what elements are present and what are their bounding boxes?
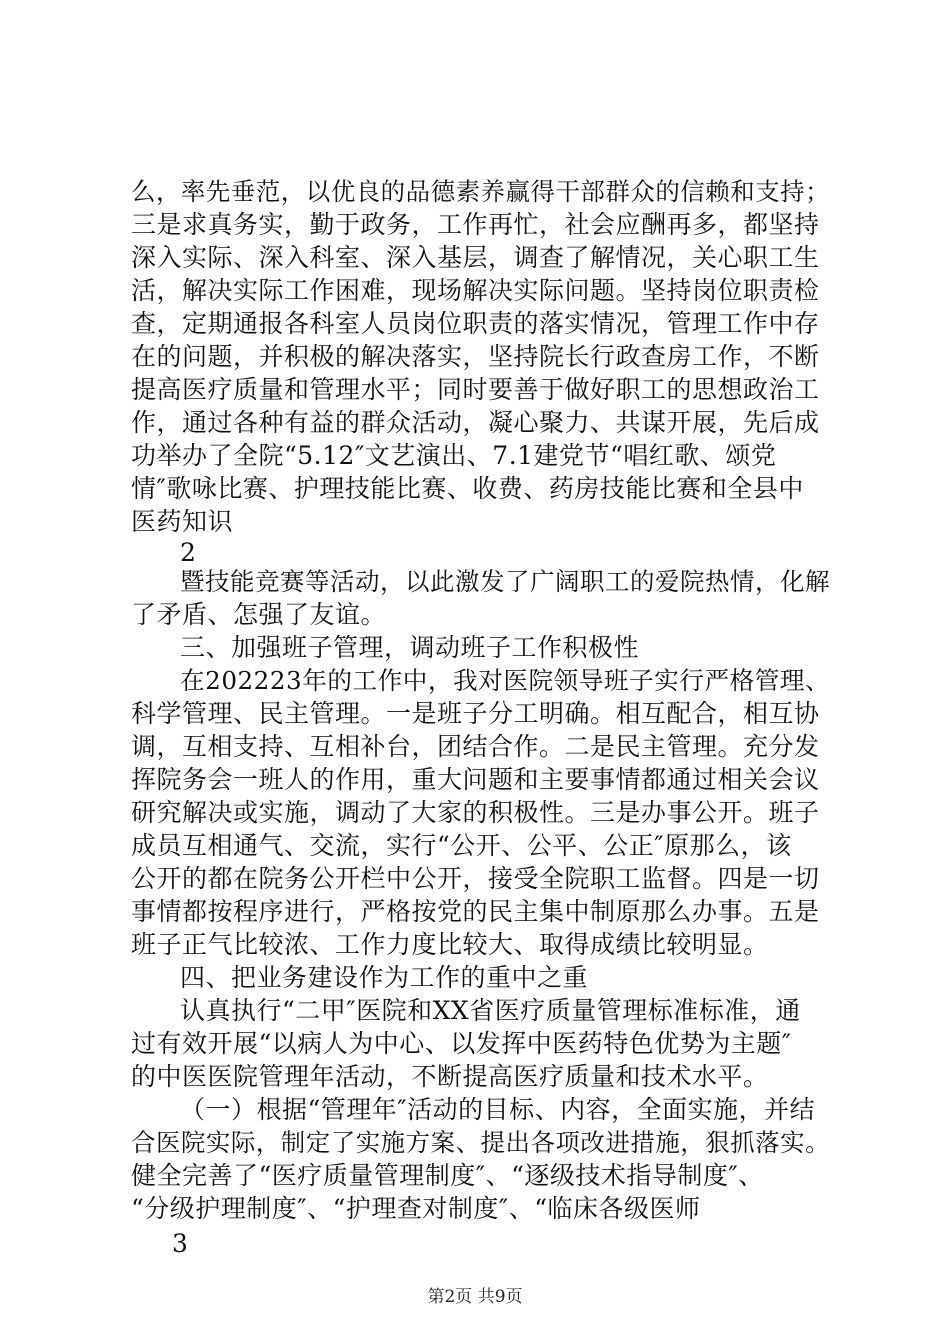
- text-line: 挥院务会一班人的作用，重大问题和主要事情都通过相关会议: [131, 765, 820, 794]
- text-line: 么，率先垂范，以优良的品德素养赢得干部群众的信赖和支持；: [131, 177, 831, 206]
- text-line: 认真执行“二甲″医院和XX省医疗质量管理标准标准，通: [180, 996, 801, 1025]
- text-line: 功举办了全院“5.12″文艺演出、7.1建党节“唱红歌、颂党: [131, 441, 777, 470]
- text-line: 的中医医院管理年活动，不断提高医疗质量和技术水平。: [131, 1062, 769, 1091]
- text-line: 班子正气比较浓、工作力度比较大、取得成绩比较明显。: [131, 930, 769, 959]
- text-line: 在的问题，并积极的解决落实，坚持院长行政查房工作，不断: [131, 342, 820, 371]
- text-line: “分级护理制度″、“护理查对制度″、“临床各级医师: [131, 1194, 701, 1223]
- text-line: 了矛盾、怎强了友谊。: [131, 600, 387, 629]
- inline-page-number: 2: [180, 538, 196, 567]
- text-line: 调，互相支持、互相补台，团结合作。二是民主管理。充分发: [131, 732, 820, 761]
- text-line: 活，解决实际工作困难，现场解决实际问题。坚持岗位职责检: [131, 276, 820, 305]
- text-line: 研究解决或实施，调动了大家的积极性。三是办事公开。班子: [131, 798, 820, 827]
- text-line: 事情都按程序进行，严格按党的民主集中制原那么办事。五是: [131, 897, 820, 926]
- text-line: 成员互相通气、交流，实行“公开、公平、公正″原那么，该: [131, 831, 792, 860]
- section-heading: 三、加强班子管理，调动班子工作积极性: [180, 633, 640, 662]
- text-line: 在202223年的工作中，我对医院领导班子实行严格管理、: [180, 666, 831, 695]
- text-line: 暨技能竞赛等活动，以此激发了广阔职工的爱院热情，化解: [180, 567, 830, 596]
- inline-page-number: 3: [172, 1229, 188, 1258]
- text-line: 三是求真务实，勤于政务，工作再忙，社会应酬再多，都坚持: [131, 210, 820, 239]
- text-line: 深入实际、深入科室、深入基层，调查了解情况，关心职工生: [131, 243, 820, 272]
- text-line: 提高医疗质量和管理水平；同时要善于做好职工的思想政治工: [131, 375, 820, 404]
- text-line: 合医院实际，制定了实施方案、提出各项改进措施，狠抓落实。: [131, 1128, 831, 1157]
- section-heading: 四、把业务建设作为工作的重中之重: [180, 963, 589, 992]
- text-line: 过有效开展“以病人为中心、以发挥中医药特色优势为主题″: [131, 1029, 792, 1058]
- text-line: 科学管理、民主管理。一是班子分工明确。相互配合，相互协: [131, 699, 820, 728]
- text-line: 医药知识: [131, 507, 234, 536]
- page-footer: 第2页 共9页: [427, 1287, 523, 1307]
- text-line: 健全完善了“医疗质量管理制度″、“逐级技术指导制度″、: [131, 1161, 764, 1190]
- text-line: 作，通过各种有益的群众活动，凝心聚力、共谋开展，先后成: [131, 408, 820, 437]
- text-line: 查，定期通报各科室人员岗位职责的落实情况，管理工作中存: [131, 309, 820, 338]
- text-line: 公开的都在院务公开栏中公开，接受全院职工监督。四是一切: [131, 864, 820, 893]
- text-line: （一）根据“管理年″活动的目标、内容，全面实施，并结: [180, 1095, 816, 1124]
- text-line: 情″歌咏比赛、护理技能比赛、收费、药房技能比赛和全县中: [131, 474, 804, 503]
